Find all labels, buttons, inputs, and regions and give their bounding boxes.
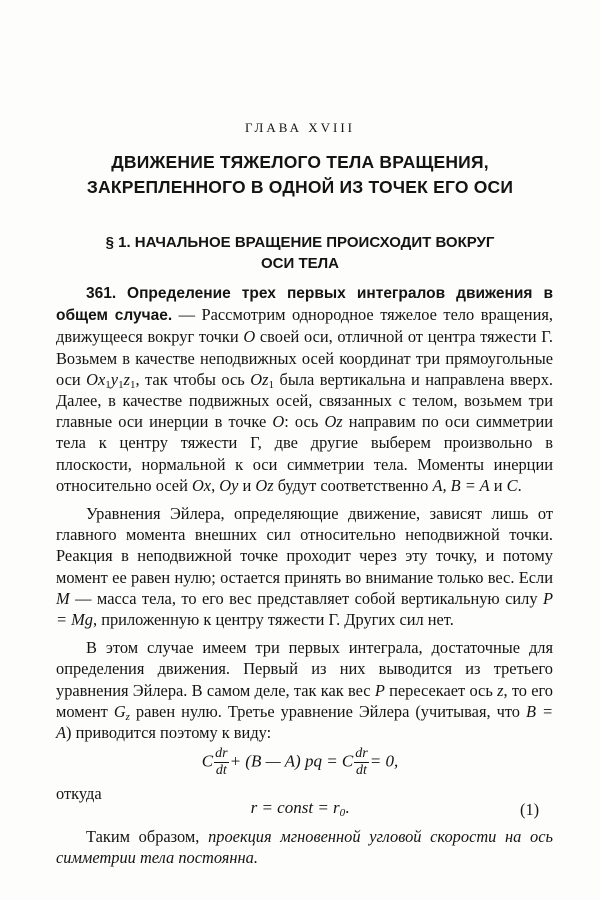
math: Oz <box>250 369 269 389</box>
text: была вертикальна и направлена вверх. Далее, в качестве подвижных осей, связанных с телом, возьмем три главные оси инерции в точке <box>56 369 553 432</box>
fraction <box>214 746 228 779</box>
numerator: dr <box>355 746 368 761</box>
text: — Рассмотрим однородное тяжелое тело вращения, движущееся вокруг точки <box>56 305 553 347</box>
article-title: Определение трех первых интегралов движения в общем случае. <box>56 285 553 325</box>
text: — масса тела, то его вес представляет собой вертикальную силу <box>69 588 543 608</box>
math-sub: 0 <box>339 807 346 819</box>
math: G <box>113 701 126 721</box>
math: = 0, <box>369 751 399 771</box>
math: M <box>56 588 70 608</box>
text: Уравнения Эйлера, определяющие движение, зависят лишь от главного момента внешних сил относительно неподвижной точки. Реакция в неподвижной точке проходит через эту точку, и потому момент ее равен нулю; остается принять во внимание только вес. Если <box>56 504 553 587</box>
math: Oz <box>324 412 343 432</box>
paragraph-2 <box>56 503 553 630</box>
chapter-title-line-2: ЗАКРЕПЛЕННОГО В ОДНОЙ ИЗ ТОЧЕК ЕГО ОСИ <box>86 177 514 197</box>
math: z <box>123 369 130 389</box>
text: . <box>517 475 522 495</box>
math: O <box>243 327 256 347</box>
text: равен нулю. Третье уравнение Эйлера (учитывая, что <box>129 701 526 721</box>
math: C <box>506 475 518 495</box>
italic-statement: проекция мгновенной угловой скорости на ось симметрии тела постоянна. <box>56 827 553 868</box>
equation-number: (1) <box>520 800 540 819</box>
integral-equation <box>0 798 600 818</box>
math: P <box>374 680 385 700</box>
math: + (B — A) pq = C <box>229 751 354 771</box>
text: будут соответственно <box>273 475 433 495</box>
text: В этом случае имеем три первых интеграла, достаточные для определения движения. Первый из них выводится из третьего уравнения Эйлера. В самом деле, так как вес <box>56 638 553 700</box>
text: , приложенную к центру тяжести Г. Других сил нет. <box>93 610 454 630</box>
paragraph-3 <box>56 637 553 743</box>
section-title <box>60 232 540 274</box>
math: B = A <box>56 701 554 743</box>
math: C <box>201 751 214 771</box>
denominator: dt <box>356 763 367 778</box>
text: , так чтобы ось <box>135 369 251 389</box>
article-body <box>56 282 553 743</box>
text: , то его момент <box>56 680 554 721</box>
euler-equation <box>0 746 600 779</box>
math-sub: 1 <box>105 378 111 391</box>
math: . <box>345 798 350 817</box>
math: Ox <box>86 369 106 389</box>
chapter-label: ГЛАВА XVIII <box>245 120 355 135</box>
otkuda-text: откуда <box>56 784 102 803</box>
text: и <box>238 475 256 495</box>
math: Oz <box>255 475 274 495</box>
section-title-line-1: § 1. НАЧАЛЬНОЕ ВРАЩЕНИЕ ПРОИСХОДИТ ВОКРУГ <box>105 234 495 251</box>
numerator: dr <box>215 746 228 761</box>
math: Ox <box>191 475 212 495</box>
math: y <box>110 369 119 389</box>
math-sub: z <box>125 710 130 723</box>
text: Таким образом, <box>86 827 209 846</box>
section-title-line-2: ОСИ ТЕЛА <box>261 255 339 272</box>
math: A, B = A <box>432 475 490 495</box>
math-sub: 1 <box>118 378 124 391</box>
text: : ось <box>284 412 325 432</box>
denominator: dt <box>215 763 227 778</box>
math: P = Mg <box>56 588 553 630</box>
math: r = const = r <box>250 798 340 817</box>
text: , <box>211 475 220 495</box>
conclusion-paragraph <box>56 826 553 868</box>
chapter-title <box>60 150 540 200</box>
text: пересекает ось <box>384 680 498 700</box>
article-number: 361. <box>86 285 117 302</box>
math-sub: 1 <box>129 378 136 391</box>
text: и <box>489 475 507 495</box>
fraction <box>354 746 368 779</box>
chapter-title-line-1: ДВИЖЕНИЕ ТЯЖЕЛОГО ТЕЛА ВРАЩЕНИЯ, <box>111 152 489 172</box>
text: направим по оси симметрии тела к центру тяжести Г, две другие выберем произвольно в плоскости, нормальной к оси симметрии тела. Моменты инерции относительно осей <box>56 412 553 495</box>
text: ) приводится поэтому к виду: <box>66 723 272 743</box>
math: Oy <box>219 475 239 495</box>
math: z <box>497 680 504 700</box>
math-sub: 1 <box>268 378 274 391</box>
math: O <box>272 412 285 432</box>
text: своей оси, отличной от центра тяжести Г. Возьмем в качестве неподвижных осей координат три прямоугольные оси <box>56 327 554 389</box>
paragraph-1 <box>56 282 553 496</box>
